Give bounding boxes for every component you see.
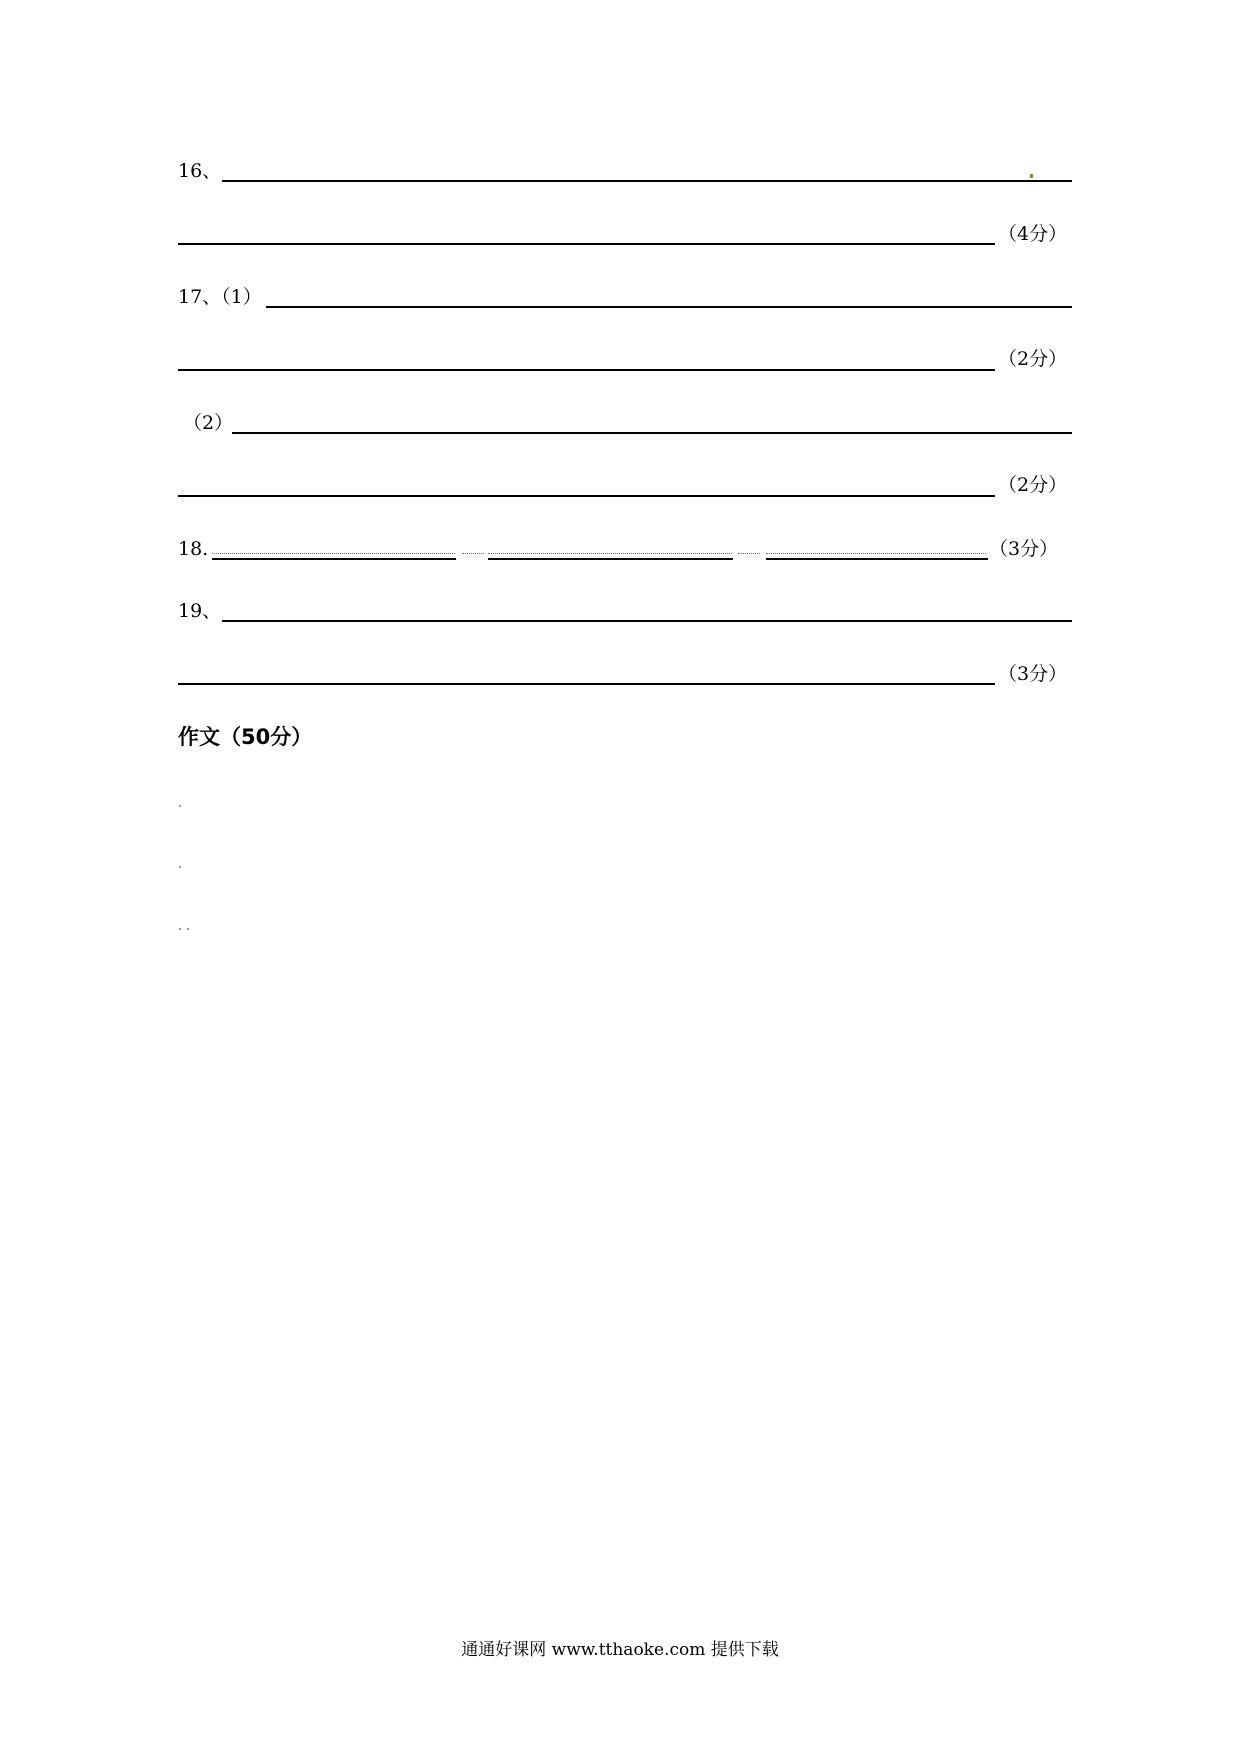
q17-part2-answer-line-1[interactable] <box>232 432 1072 434</box>
q18-score: （3分） <box>989 538 1059 560</box>
q18-gap-dots-1 <box>462 553 484 554</box>
q18-dotted-guide-2 <box>488 553 732 554</box>
q18-blank-2[interactable] <box>488 558 733 560</box>
scan-speck <box>187 928 189 930</box>
q18-dotted-guide-3 <box>766 553 986 554</box>
q17-part2-score: （2分） <box>998 474 1068 496</box>
q18-blank-3[interactable] <box>766 558 988 560</box>
scan-speck <box>179 805 181 807</box>
scan-speck <box>179 928 181 930</box>
q18-number: 18. <box>178 538 209 560</box>
q18-blank-1[interactable] <box>212 558 456 560</box>
q18-gap-dots-2 <box>738 553 760 554</box>
q17-number: 17、（1） <box>178 286 262 308</box>
q16-answer-line-2[interactable] <box>178 243 995 245</box>
q17-part1-answer-line-2[interactable] <box>178 369 995 371</box>
q16-number: 16、 <box>178 160 222 182</box>
composition-heading: 作文（50分） <box>178 725 313 749</box>
q17-part1-answer-line-1[interactable] <box>266 306 1072 308</box>
q19-answer-line-2[interactable] <box>178 683 995 685</box>
q18-dotted-guide-1 <box>212 553 455 554</box>
q19-answer-line-1[interactable] <box>222 620 1072 622</box>
scan-speck <box>179 866 181 868</box>
q17-part1-score: （2分） <box>998 348 1068 370</box>
q17-part2-label: （2） <box>183 412 234 434</box>
q16-answer-line-1[interactable] <box>222 180 1072 182</box>
q19-number: 19、 <box>178 600 222 622</box>
footer-credit: 通通好课网 www.tthaoke.com 提供下载 <box>461 1640 779 1660</box>
q17-part2-answer-line-2[interactable] <box>178 495 995 497</box>
stray-mark <box>1030 174 1033 178</box>
q16-score: （4分） <box>998 223 1068 245</box>
q19-score: （3分） <box>998 663 1068 685</box>
